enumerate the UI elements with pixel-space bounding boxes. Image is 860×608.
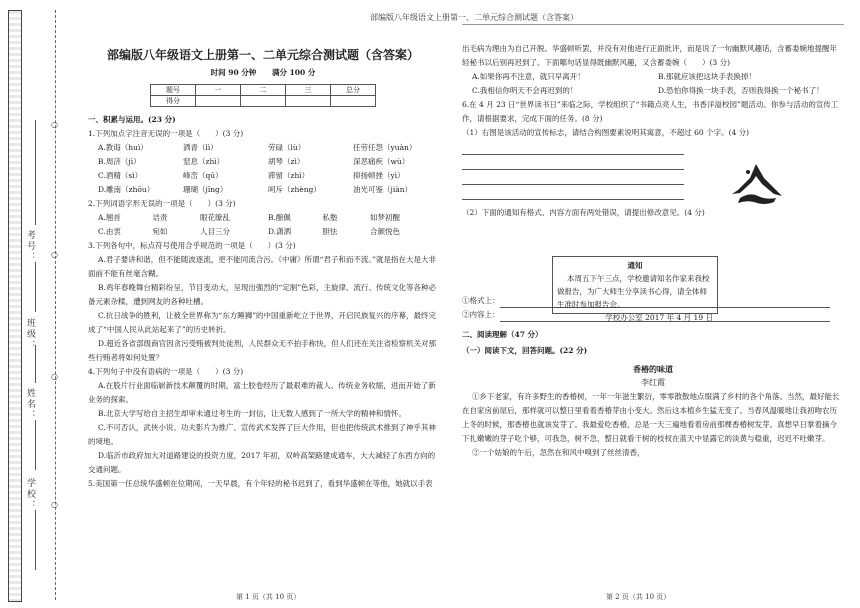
question-1: 1.下列加点字注音无误的一项是（ ）(3 分) (88, 129, 244, 138)
score-table (150, 84, 376, 107)
reading-day-logo-icon (726, 160, 786, 210)
score-header-cell: 三 (286, 85, 331, 96)
binding-line (35, 345, 36, 383)
question-6: 6.在 4 月 23 日“世界读书日”来临之际，学校组织了“书籍点亮人生，书香洋溢校园”题活动。你参与活动的宣传工作，请根据要求，完成下面的任务。(8 分) (462, 100, 839, 123)
option: D.超近各省部级商官因贪污受贿被判处徒刑，人民群众无不拍手称快，但人们还在关注省检察机关对那些行贿者将如何处置？ (88, 339, 437, 362)
cut-mark: ○ (51, 120, 58, 129)
option: 如梦初醒 (369, 213, 400, 222)
option: 人目三分 (199, 227, 230, 236)
score-cell[interactable] (196, 96, 241, 107)
binding-name: 姓名： (25, 388, 35, 421)
option: B.周济（jì） (98, 157, 141, 166)
page-number-left: 第 1 页（共 10 页） (236, 593, 301, 601)
essay-title: 香椿的味道 (633, 364, 673, 374)
answer-lines[interactable] (462, 140, 844, 200)
option: 深恶痛疾（wù） (353, 157, 410, 166)
notice-signature: 学校办公室 2017 年 4 月 19 日 (605, 313, 713, 322)
format-label: ①格式上： (462, 296, 500, 305)
score-header-cell: 二 (241, 85, 286, 96)
score-header-cell: 总分 (331, 85, 376, 96)
exam-score: 满分 100 分 (271, 68, 316, 77)
option: 私塾 (322, 213, 338, 222)
question-1-options (98, 141, 438, 197)
score-cell[interactable] (241, 96, 286, 107)
option: B.鸡年春晚舞台精彩纷呈，节目变动大，呈现出强烈的“定制”色彩，主旋律、流行、传统文化等各种必备元素杂糅，遭到网友的各种吐槽。 (88, 283, 437, 306)
option: 宛如 (152, 227, 168, 236)
cut-mark: ○ (51, 500, 58, 509)
score-header-cell: 题号 (151, 85, 196, 96)
cut-mark: ○ (51, 372, 58, 381)
essay-paragraph: ②一个姑娘的午后，忽然在和风中嗅到了丝丝清香， (472, 448, 645, 457)
score-header-cell: 一 (196, 85, 241, 96)
option: 胆怯 (322, 227, 338, 236)
page-header (0, 12, 860, 23)
answer-line[interactable] (462, 170, 684, 185)
section-heading: 二、阅读理解（47 分） (462, 330, 543, 339)
binding-strip (8, 10, 22, 602)
option: A.在股片行业面临崭新技术颠覆的时期，富士胶卷经历了最艰难的裁人、传统业务收缩，进而开始了新业务的探索。 (88, 381, 436, 404)
option: A.君子要讲和谐，但不能随波逐流，更不能同流合污。《中庸》所谓“君子和而不流。”就是指在大是大非面前不能有丝毫含糊。 (88, 255, 436, 278)
notice-title: 通知 (627, 261, 643, 270)
option: D.雕南（zhōu） (98, 185, 155, 194)
option: C.抗日战争的胜利，让被全世界称为“东方睡狮”的中国重新屹立于世界，开启民族复兴的序幕，最终完成了“中国人民从此站起来了”的历史转折。 (88, 311, 437, 334)
binding-line (35, 120, 36, 225)
exam-time: 时间 90 分钟 (210, 68, 257, 77)
option: 抑扬顿挫（yì） (353, 171, 405, 180)
option: C.酒精（sì） (98, 171, 143, 180)
section-heading: 一、积累与运用。(23 分) (88, 115, 176, 124)
content-label: ②内容上： (462, 310, 500, 319)
option: 滞留（zhì） (268, 171, 310, 180)
answer-line[interactable] (462, 185, 684, 200)
score-row-label: 得分 (151, 96, 196, 107)
binding-line (35, 420, 36, 470)
essay-paragraph: ①乡下老家，有许多野生的香椿树，一年一年滋生繁衍，零零散散地点缀满了乡村的各个角落。当然，最好能长在自家房前屋后，那样就可以整日里看着香椿芽由小变大。然后这本植乡生猛无变了。当春风温暖地让我初吻农历上冬的时候，那香椿也就该发芽了。我最爱吃香椿，总是一天三遍地看着房前那棵香椿树发芽。真想早日掌着摘今下扎嫩嫩的芽子吃个够，可我急，树不急，整日就看干树的枝杈在蓝天中显露它的淡黄与稳重，迟迟不吐嫩芽。 (462, 392, 840, 443)
left-column (88, 42, 438, 491)
binding-school: 学校： (25, 478, 35, 511)
option: A.如果你再不注意，就只早离开！ (472, 72, 585, 81)
binding-line (35, 510, 36, 570)
binding-line (35, 262, 36, 312)
option: 呵斥（zhèng） (268, 185, 321, 194)
cut-line (55, 10, 56, 600)
essay-author: 李红霞 (641, 378, 665, 387)
question-5-options (472, 70, 844, 98)
binding-exam-no: 考号： (25, 230, 35, 263)
option: 眼花缭乱 (199, 213, 230, 222)
subsection-heading: （一）阅读下文，回答问题。(22 分) (462, 346, 588, 355)
option: C.由衷 (98, 227, 121, 236)
option: D.潇洒 (267, 227, 292, 236)
binding-class: 班级： (25, 318, 35, 351)
option: A.教诲（huì） (98, 143, 148, 152)
notice-box (552, 256, 718, 322)
exam-meta (88, 66, 438, 80)
page-number-right: 第 2 页（共 10 页） (606, 593, 671, 601)
question-6-part-2: （2）下面的通知有格式、内容方面有两处错误，请提出修改意见。(4 分) (462, 208, 705, 217)
option: 洒青（lì） (183, 143, 218, 152)
question-5: 5.美国第一任总统华盛顿在位期间，一天早晨，有个年轻的秘书迟到了，看到华盛顿在等他，她就以手表 (88, 479, 433, 488)
option: B.酿佩 (267, 213, 291, 222)
score-cell[interactable] (331, 96, 376, 107)
answer-line[interactable] (462, 155, 684, 170)
option: D.恐怕你得换一块手表，否则我得换一个秘书了！ (658, 86, 824, 95)
option: 峰峦（qū） (183, 171, 223, 180)
answer-line[interactable] (462, 140, 684, 155)
question-5-continued: 出毛病为理由为自己开脱。华盛顿听罢，并没有对他进行正面批评，而是说了一句幽默风趣话，含蓄委婉地提醒年轻秘书以后别再迟到了。下面哪句话显得既幽默风趣，又含蓄委婉（ ）(3 分) (462, 44, 837, 67)
option: C.我相信你明天不会再迟到的！ (472, 86, 578, 95)
header-text: 部编版八年级语文上册第一、二单元综合测试题（含答案） (370, 13, 578, 22)
notice-body: 本周五下午三点，学校邀请知名作家来我校做报告，为广大师生分享读书心得，请全体师生准时参加报告会。 (557, 274, 710, 309)
question-3: 3.下列各句中，标点符号使用合乎规范的一项是（ ）(3 分) (88, 241, 296, 250)
option: 诘责 (152, 213, 168, 222)
option: A.翘首 (98, 213, 121, 222)
cut-mark: ○ (51, 250, 58, 259)
score-cell[interactable] (286, 96, 331, 107)
question-4: 4.下列句子中没有语病的一项是（ ）(3 分) (88, 367, 244, 376)
option: D.临沂市政府加大对道路建设的投资力度，2017 年初，双岭高架路建成通车，大大减轻了东西方向的交通问题。 (88, 451, 436, 474)
header-rule (462, 24, 844, 25)
option: 油光可鉴（jiàn） (353, 185, 413, 194)
option: B.那就应该把这块手表换掉！ (658, 72, 756, 81)
option: 珊瑚（jīng） (183, 185, 228, 194)
question-6-part-1: （1）右图是该活动的宣传标志，请结合构图要素说明其寓意，不超过 60 个字。(4 分) (462, 128, 750, 137)
option: C.不可否认，武侠小说、功夫影片为推广、宣传武术发挥了巨大作用，但也把传统武术推到了神乎其神的境地。 (88, 423, 436, 446)
question-2: 2.下列词语字形无误的一项是（ ）(3 分) (88, 199, 236, 208)
option: 胡琴（zì） (268, 157, 305, 166)
option: 劳碌（lù） (268, 143, 306, 152)
option: 合颜悦色 (369, 227, 400, 236)
question-2-options (98, 211, 438, 239)
right-column (462, 42, 844, 460)
exam-title: 部编版八年级语文上册第一、二单元综合测试题（含答案） (106, 48, 419, 62)
option: 任劳任怨（yuàn） (353, 143, 417, 152)
option: 窒息（zhì） (183, 157, 225, 166)
option: B.北京大学写给自主招生却审未通过考生的一封信，让无数人感到了一所大学的精神和情怀。 (98, 409, 406, 418)
